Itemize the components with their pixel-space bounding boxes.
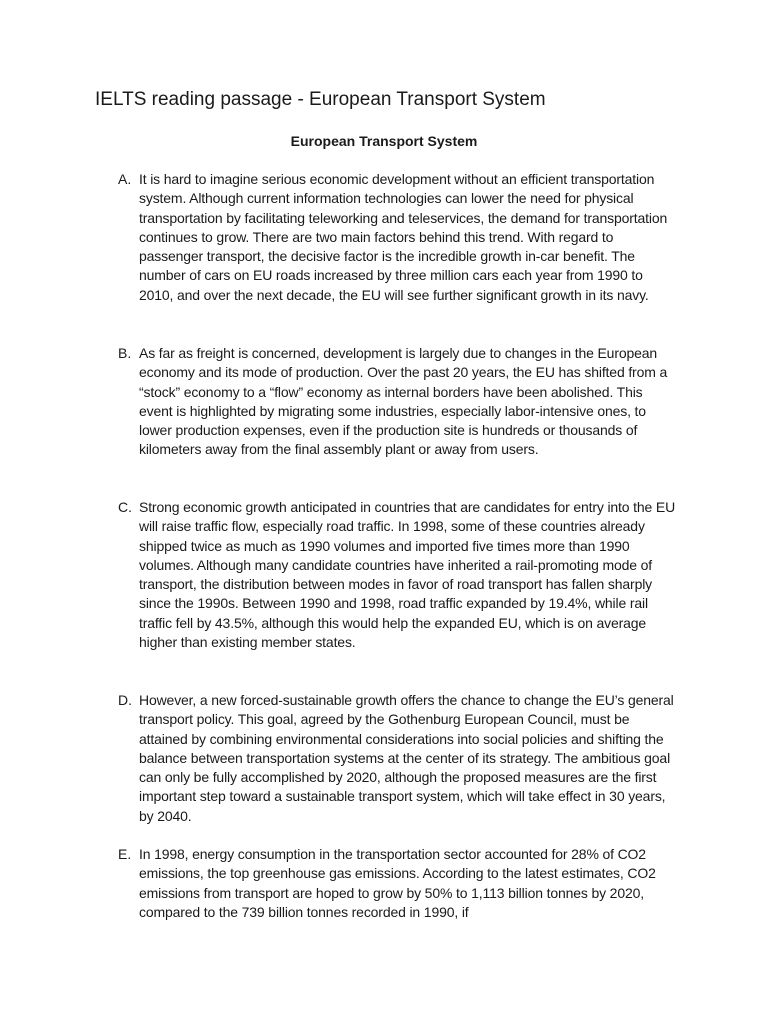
paragraph-text: However, a new forced-sustainable growth offers the chance to change the EU’s general transport policy. This goal, agreed by the Gothenburg European Council, must be attained by combining environmental considerations into social policies and shifting the balance between transportation systems at the center of its strategy. The ambitious goal can only be fully accomplished by 2020, although the proposed measures are the first important step toward a sustainable transport system, which will take effect in 30 years, by 2040. [139, 692, 674, 824]
paragraph-text: As far as freight is concerned, development is largely due to changes in the European economy and its mode of production. Over the past 20 years, the EU has shifted from a “stock” economy to a “flow” economy as internal borders have been abolished. This event is highlighted by migrating some industries, especially labor-intensive ones, to lower production expenses, even if the production site is hundreds or thousands of kilometers away from the final assembly plant or away from users. [139, 345, 668, 458]
paragraph-c [118, 498, 678, 652]
passage-title: European Transport System [290, 133, 478, 149]
paragraph-letter: C. [118, 499, 132, 515]
paragraph-text: In 1998, energy consumption in the transportation sector accounted for 28% of CO2 emissions, the top greenhouse gas emissions. According to the latest estimates, CO2 emissions from transport are hoped to grow by 50% to 1,113 billion tonnes by 2020, compared to the 739 billion tonnes recorded in 1990, if [139, 846, 656, 920]
paragraph-letter: A. [118, 171, 132, 187]
paragraph-text: It is hard to imagine serious economic development without an efficient transportation system. Although current information technologies can lower the need for physical transportation by facilitating teleworking and teleservices, the demand for transportation continues to grow. There are two main factors behind this trend. With regard to passenger transport, the decisive factor is the incredible growth in-car benefit. The number of cars on EU roads increased by three million cars each year from 1990 to 2010, and over the next decade, the EU will see further significant growth in its navy. [139, 171, 668, 303]
paragraph-e [118, 845, 678, 940]
paragraph-letter: D. [118, 692, 132, 708]
document-title: IELTS reading passage - European Transport System [95, 89, 546, 110]
paragraph-letter: E. [118, 846, 132, 862]
paragraph-letter: B. [118, 345, 132, 361]
paragraph-d [118, 691, 678, 826]
paragraph-a [118, 170, 678, 305]
paragraph-b [118, 344, 678, 460]
paragraph-text: Strong economic growth anticipated in countries that are candidates for entry into the EU will raise traffic flow, especially road traffic. In 1998, some of these countries already shipped twice as much as 1990 volumes and imported five times more than 1990 volumes. Although many candidate countries have inherited a rail-promoting mode of transport, the distribution between modes in favor of road transport has fallen sharply since the 1990s. Between 1990 and 1998, road traffic expanded by 19.4%, while rail traffic fell by 43.5%, although this would help the expanded EU, which is on average higher than existing member states. [139, 499, 676, 651]
